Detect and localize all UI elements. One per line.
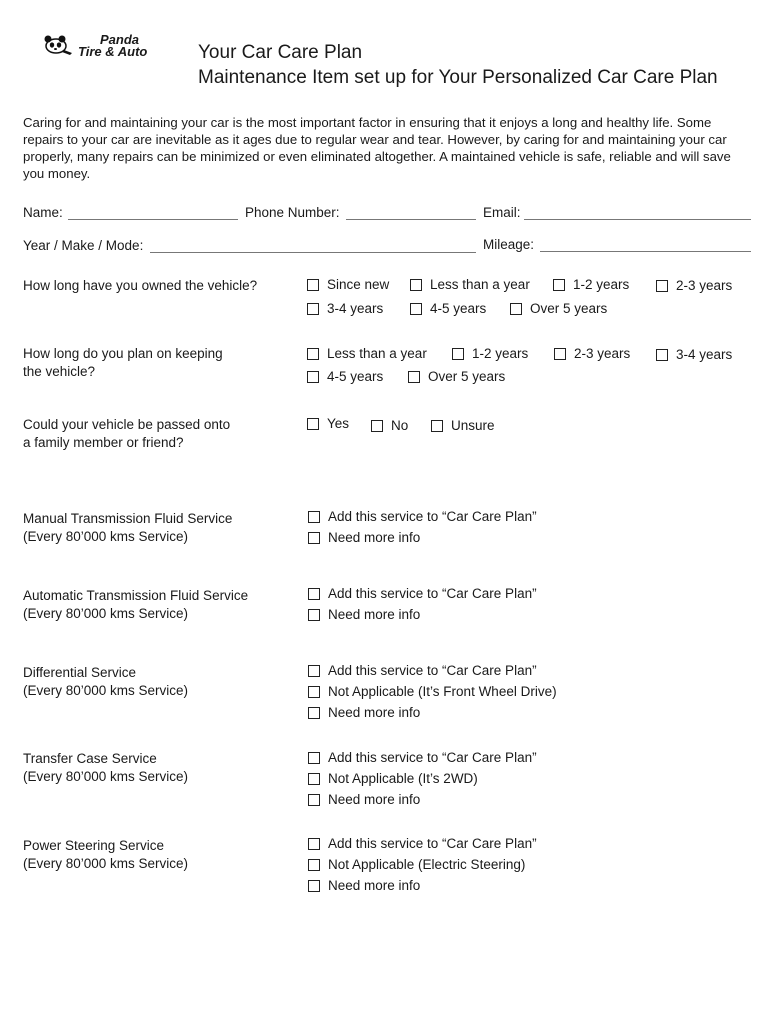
service-manual-transmission: Manual Transmission Fluid Service (Every 80’000 kms Service) [23,511,233,544]
option-4-5-years[interactable]: 4-5 years [307,369,383,384]
checkbox[interactable] [431,420,443,432]
checkbox[interactable] [308,859,320,871]
mileage-input-line[interactable] [540,251,751,252]
question-pass-on: Could your vehicle be passed onto a family member or friend? [23,417,231,450]
page-title: Your Car Care Plan [198,42,363,63]
year-make-model-input-line[interactable] [150,252,476,253]
name-label: Name: [23,205,63,220]
checkbox[interactable] [307,279,319,291]
intro-paragraph: Caring for and maintaining your car is the most important factor in ensuring that it enjoys a long and healthy life. Some repairs to your car are inevitable as it ages due to regular wear and tear. However, by caring for and maintaining your car properly, many repairs can be minimized or even eliminated altogether. A maintained vehicle is safe, reliable and will save you money. [23,115,731,181]
checkbox[interactable] [308,794,320,806]
checkbox[interactable] [371,420,383,432]
option-need-more-info[interactable]: Need more info [308,792,420,807]
page-subtitle: Maintenance Item set up for Your Personalized Car Care Plan [198,67,718,88]
checkbox[interactable] [308,880,320,892]
option-3-4-years[interactable]: 3-4 years [307,301,383,316]
question-keep-duration: How long do you plan on keeping the vehicle? [23,346,223,379]
option-yes[interactable]: Yes [307,416,349,431]
company-logo [42,32,172,62]
option-3-4-years[interactable]: 3-4 years [656,347,732,362]
option-add-service[interactable]: Add this service to “Car Care Plan” [308,663,537,678]
option-unsure[interactable]: Unsure [431,418,495,433]
option-1-2-years[interactable]: 1-2 years [553,277,629,292]
checkbox[interactable] [656,280,668,292]
service-automatic-transmission: Automatic Transmission Fluid Service (Every 80’000 kms Service) [23,588,249,621]
option-over-5-years[interactable]: Over 5 years [408,369,505,384]
year-make-model-label: Year / Make / Mode: [23,238,144,253]
option-2-3-years[interactable]: 2-3 years [554,346,630,361]
question-owned-duration: How long have you owned the vehicle? [23,278,258,293]
option-less-than-a-year[interactable]: Less than a year [307,346,427,361]
option-need-more-info[interactable]: Need more info [308,530,420,545]
email-input-line[interactable] [524,219,751,220]
checkbox[interactable] [410,303,422,315]
option-not-applicable[interactable]: Not Applicable (It’s Front Wheel Drive) [308,684,557,699]
checkbox[interactable] [307,371,319,383]
checkbox[interactable] [308,588,320,600]
option-need-more-info[interactable]: Need more info [308,705,420,720]
option-add-service[interactable]: Add this service to “Car Care Plan” [308,750,537,765]
service-differential: Differential Service (Every 80’000 kms Service) [23,665,189,698]
checkbox[interactable] [308,773,320,785]
option-not-applicable[interactable]: Not Applicable (It’s 2WD) [308,771,478,786]
checkbox[interactable] [553,279,565,291]
option-no[interactable]: No [371,418,408,433]
name-input-line[interactable] [68,219,238,220]
option-need-more-info[interactable]: Need more info [308,607,420,622]
option-need-more-info[interactable]: Need more info [308,878,420,893]
checkbox[interactable] [308,609,320,621]
checkbox[interactable] [308,752,320,764]
checkbox[interactable] [307,303,319,315]
logo-text-panda: Panda [100,32,140,47]
option-add-service[interactable]: Add this service to “Car Care Plan” [308,836,537,851]
checkbox[interactable] [308,707,320,719]
checkbox[interactable] [308,686,320,698]
checkbox[interactable] [554,348,566,360]
option-add-service[interactable]: Add this service to “Car Care Plan” [308,586,537,601]
checkbox[interactable] [307,418,319,430]
checkbox[interactable] [308,838,320,850]
option-over-5-years[interactable]: Over 5 years [510,301,607,316]
checkbox[interactable] [307,348,319,360]
option-1-2-years[interactable]: 1-2 years [452,346,528,361]
checkbox[interactable] [308,665,320,677]
phone-label: Phone Number: [245,205,340,220]
checkbox[interactable] [308,532,320,544]
mileage-label: Mileage: [483,237,535,252]
checkbox[interactable] [410,279,422,291]
option-4-5-years[interactable]: 4-5 years [410,301,486,316]
phone-input-line[interactable] [346,219,476,220]
option-not-applicable[interactable]: Not Applicable (Electric Steering) [308,857,525,872]
checkbox[interactable] [452,348,464,360]
checkbox[interactable] [510,303,522,315]
option-since-new[interactable]: Since new [307,277,389,292]
email-label: Email: [483,205,521,220]
checkbox[interactable] [408,371,420,383]
service-power-steering: Power Steering Service (Every 80’000 kms Service) [23,838,189,871]
logo-text-tire-auto: Tire & Auto [78,44,148,59]
option-add-service[interactable]: Add this service to “Car Care Plan” [308,509,537,524]
service-transfer-case: Transfer Case Service (Every 80’000 kms Service) [23,751,189,784]
checkbox[interactable] [656,349,668,361]
checkbox[interactable] [308,511,320,523]
panda-icon [42,34,74,56]
option-less-than-a-year[interactable]: Less than a year [410,277,530,292]
option-2-3-years[interactable]: 2-3 years [656,278,732,293]
